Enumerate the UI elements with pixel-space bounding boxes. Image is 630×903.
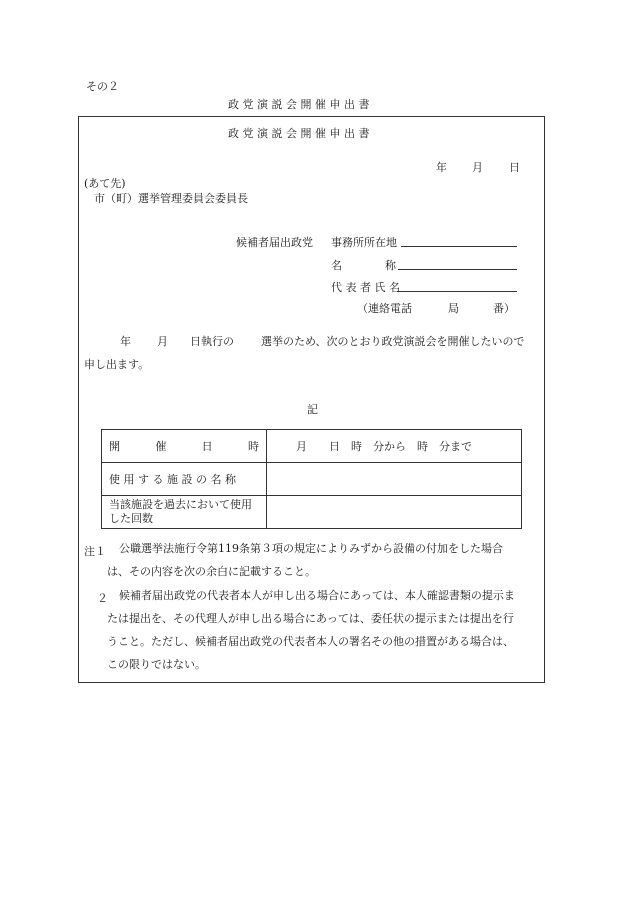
datetime-label-char: 催: [155, 440, 167, 453]
datetime-value: 月 日 時 分から 時 分まで: [267, 430, 522, 463]
addressee-label: (あて先): [84, 177, 126, 190]
note2-text: [107, 584, 515, 676]
usage-count-label: [102, 496, 267, 529]
table-row-facility: [102, 463, 522, 496]
form-title: 政 党 演 説 会 開 催 申 出 書: [228, 127, 370, 140]
phone-number: 番）: [493, 302, 515, 315]
date-day-label: 日: [509, 161, 520, 174]
facility-name-label: 使 用 す る 施 設 の 名 称: [102, 463, 267, 496]
party-name-label-2: 称: [385, 259, 396, 272]
note1-line: 公職選挙法施行令第119条第３項の規定によりみずから設備の付加をした場合: [119, 542, 503, 555]
representative-label: 代 表 者 氏 名: [331, 281, 400, 294]
body-month: 月: [157, 335, 168, 348]
note1-text: [107, 537, 503, 583]
table-row-usage-count: [102, 496, 522, 529]
date-year-label: 年: [436, 161, 447, 174]
note2-line: たは提出を、その代理人が申し出る場合にあっては、委任状の提示または提出を行: [107, 612, 514, 625]
office-address-line: [401, 234, 517, 247]
body-year: 年: [120, 335, 131, 348]
datetime-label-char: 日: [201, 440, 213, 453]
note2-marker: ２: [97, 592, 108, 605]
addressee-name: 市（町）選挙管理委員会委員長: [94, 192, 248, 205]
date-month-label: 月: [472, 161, 483, 174]
datetime-label: [102, 430, 267, 463]
form-number: その２: [86, 80, 119, 93]
body-text-line2: 申し出ます。: [84, 358, 150, 371]
body-date-suffix: 日執行の: [190, 335, 234, 348]
body-text-line1: 選挙のため、次のとおり政党演説会を開催したいので: [261, 335, 525, 348]
facility-name-value: [267, 463, 522, 496]
office-address-label: 事務所所在地: [331, 236, 397, 249]
note2-line: この限りではない。: [107, 658, 206, 671]
datetime-label-char: 開: [109, 440, 120, 453]
note1-line: は、その内容を次の余白に記載すること。: [107, 565, 316, 578]
note2-line: うこと。ただし、候補者届出政党の代表者本人の署名その他の措置がある場合は、: [107, 635, 514, 648]
phone-station: 局: [448, 302, 459, 315]
party-name-line: [398, 257, 517, 270]
meeting-details-table: [101, 429, 522, 529]
representative-line: [397, 279, 517, 292]
outer-title: 政 党 演 説 会 開 催 申 出 書: [228, 98, 370, 111]
table-row-datetime: [102, 430, 522, 463]
party-name-label-1: 名: [331, 259, 342, 272]
datetime-label-char: 時: [247, 440, 259, 453]
usage-count-value: [267, 496, 522, 529]
phone-open: （連絡電話: [357, 302, 412, 315]
note2-line: 候補者届出政党の代表者本人が申し出る場合にあっては、本人確認書類の提示ま: [119, 589, 515, 602]
note1-marker: 注１: [84, 545, 106, 558]
party-label: 候補者届出政党: [236, 236, 313, 249]
ki-label: 記: [307, 403, 318, 416]
usage-count-label-line2: した回数: [109, 512, 153, 525]
usage-count-label-line1: 当該施設を過去において使用: [109, 498, 252, 511]
